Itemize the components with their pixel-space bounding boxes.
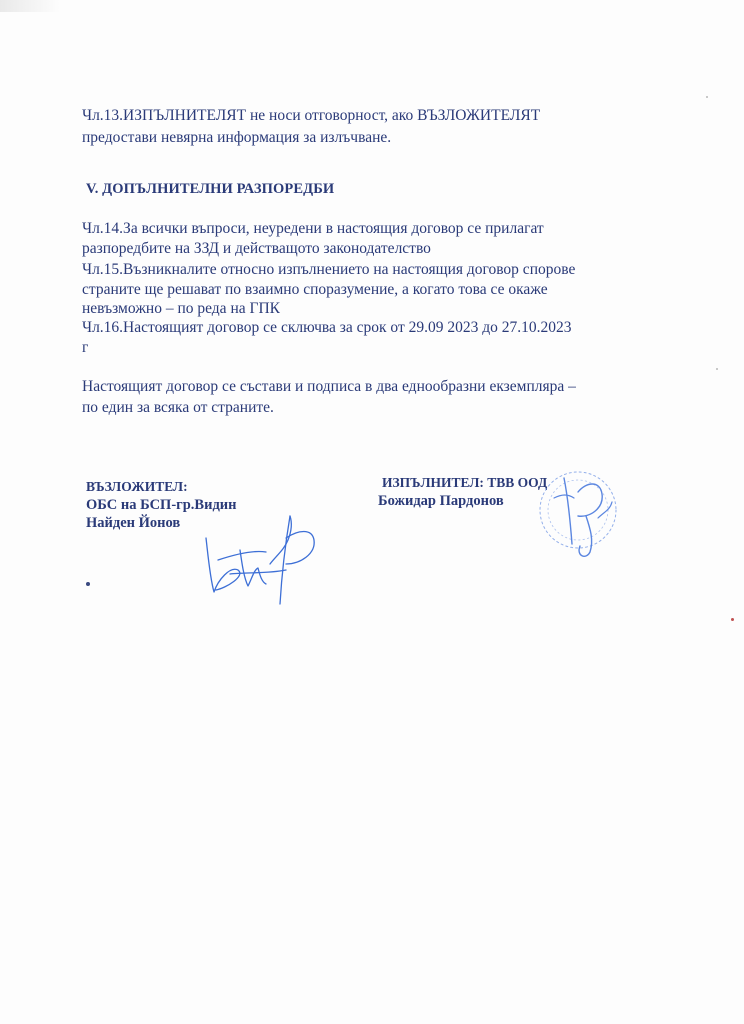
clause-15-line-2: страните ще решават по взаимно споразумение, а когато това се окаже [82, 281, 548, 298]
scan-speck [706, 96, 708, 98]
clause-15-line-3: невъзможно – по реда на ГПК [82, 300, 280, 317]
clause-14-line-2: разпоредбите на ЗЗД и действащото законодателство [82, 240, 431, 257]
signature-person-right: Божидар Пардонов [378, 493, 504, 509]
closing-line-1: Настоящият договор се състави и подписа в два еднообразни екземпляра – [82, 378, 576, 395]
right-signature-icon [528, 458, 638, 568]
scan-corner-shadow [0, 0, 60, 12]
clause-15-line-1: Чл.15.Възникналите относно изпълнението на настоящия договор спорове [82, 261, 576, 278]
clause-16-line-2: г [82, 339, 89, 356]
scan-speck [731, 618, 734, 621]
signature-person-left: Найден Йонов [86, 515, 181, 531]
stray-dot [86, 582, 90, 586]
clause-14-line-1: Чл.14.За всички въпроси, неуредени в настоящия договор се прилагат [82, 220, 544, 237]
closing-line-2: по един за всяка от страните. [82, 399, 274, 416]
clause-16-line-1: Чл.16.Настоящият договор се сключва за срок от 29.09 2023 до 27.10.2023 [82, 319, 572, 336]
section-heading: V. ДОПЪЛНИТЕЛНИ РАЗПОРЕДБИ [86, 181, 335, 197]
clause-13-line-1: Чл.13.ИЗПЪЛНИТЕЛЯТ не носи отговорност, ако ВЪЗЛОЖИТЕЛЯТ [82, 107, 541, 124]
left-signature-icon [196, 500, 326, 610]
signature-organization-left: ОБС на БСП-гр.Видин [86, 497, 237, 513]
signature-role-left: ВЪЗЛОЖИТЕЛ: [86, 479, 188, 494]
signature-role-right: ИЗПЪЛНИТЕЛ: ТВВ ООД [382, 475, 548, 490]
signature-block-contractor [378, 474, 547, 510]
clause-13-line-2: предостави невярна информация за излъчване. [82, 129, 392, 146]
scan-speck [716, 368, 718, 370]
